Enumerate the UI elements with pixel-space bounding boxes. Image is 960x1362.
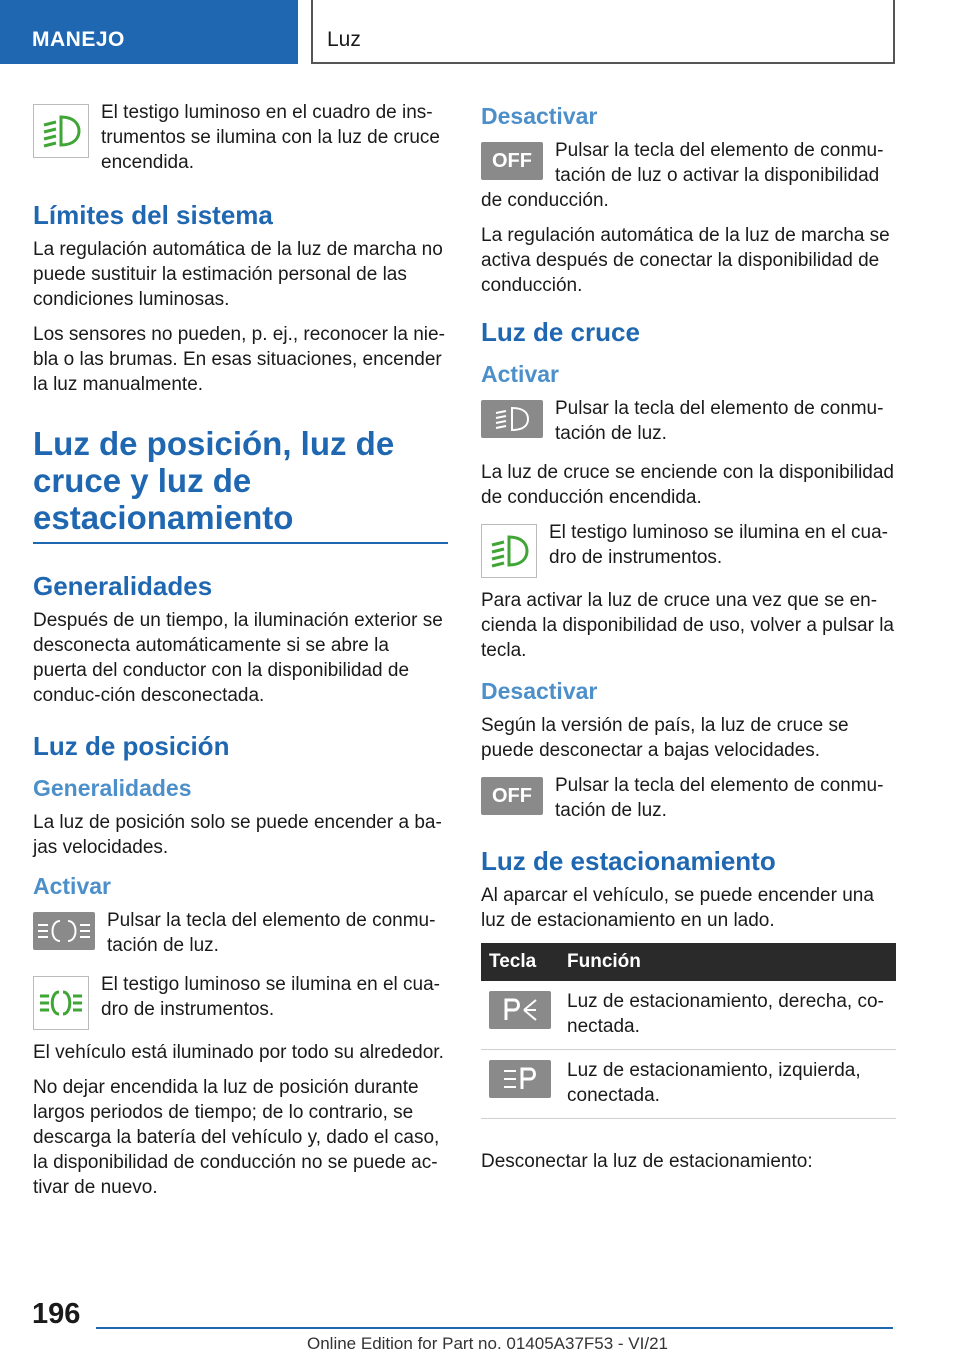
low-beam-off-row [481,773,896,823]
table-row [481,981,896,1050]
chapter-tab: Luz [311,0,895,64]
left-column [33,100,448,1210]
table-header-key: Tecla [481,943,559,981]
low-beam-deactivate-title: Desactivar [481,678,598,704]
off-key-icon: OFF [481,142,543,180]
low-beam-key-icon [481,400,543,438]
low-beam-indicator-icon-2 [481,524,537,578]
table-cell-function: Luz de estacionamiento, derecha, co-nectada. [559,981,896,1050]
footer-divider [96,1327,893,1329]
position-title: Luz de posición [33,731,230,761]
parking-light-left-icon [489,1060,551,1098]
low-beam-indicator-icon [33,104,89,158]
parking-table [481,943,896,1119]
low-beam-p2: Para activar la luz de cruce una vez que se en-cienda la disponibilidad de uso, volver a pulsar la tecla. [481,590,894,661]
intro-text: El testigo luminoso en el cuadro de ins-trumentos se ilumina con la luz de cruce encendida. [101,102,440,173]
position-warning-text: No dejar encendida la luz de posición durante largos periodos de tiempo; de lo contrario, se descarga la batería del vehículo y, dado el caso, la disponibilidad de conducción no se puede ac-tivar de nuevo. [33,1077,440,1198]
low-beam-deactivate-p: Según la versión de país, la luz de cruce se puede desconectar a bajas velocidades. [481,715,849,761]
limits-p1: La regulación automática de la luz de marcha no puede sustituir la estimación personal de las condiciones luminosas. [33,239,443,310]
table-cell-key [481,1050,559,1119]
table-cell-function: Luz de estacionamiento, izquierda, conectada. [559,1050,896,1119]
general-title: Generalidades [33,571,213,601]
low-beam-activate-text: Pulsar la tecla del elemento de conmu-tación de luz. [555,398,884,444]
parking-light-right-icon [489,991,551,1029]
deactivate1-title: Desactivar [481,103,598,129]
limits-p2: Los sensores no pueden, p. ej., reconocer la nie-bla o las brumas. En esas situaciones, encender la luz manualmente. [33,324,445,395]
table-row [481,1050,896,1119]
position-activate-text: Pulsar la tecla del elemento de conmu-tación de luz. [107,910,436,956]
general-p1: Después de un tiempo, la iluminación exterior se desconecta automáticamente si se abre la puerta del conductor con la disponibilidad de conduc-ción desconectada. [33,610,443,706]
deactivate1-p2: La regulación automática de la luz de marcha se activa después de conectar la disponibilidad de conducción. [481,225,890,296]
low-beam-indicator-text: El testigo luminoso se ilumina en el cua-dro de instrumentos. [549,522,889,568]
table-cell-key [481,981,559,1050]
position-general-title: Generalidades [33,775,192,801]
right-column [481,100,896,1184]
table-header-function: Función [559,943,896,981]
main-title: Luz de posición, luz de cruce y luz de estacionamiento [33,425,395,536]
parking-title: Luz de estacionamiento [481,846,776,876]
position-activate-row [33,908,448,958]
off-key-icon-2: OFF [481,777,543,815]
position-activate-title: Activar [33,873,111,899]
page-number: 196 [32,1298,81,1330]
position-light-key-icon [33,912,95,950]
limits-title: Límites del sistema [33,200,273,230]
main-title-block [33,425,448,544]
parking-p1: Al aparcar el vehículo, se puede encender una luz de estacionamiento en un lado. [481,885,874,931]
low-beam-indicator-row [481,520,896,578]
position-general-text: La luz de posición solo se puede encender a ba-jas velocidades. [33,812,442,858]
deactivate1-text: Pulsar la tecla del elemento de conmu-tación de luz o activar la disponibilidad de conducción. [481,140,884,211]
low-beam-off-text: Pulsar la tecla del elemento de conmu-tación de luz. [555,775,884,821]
position-light-indicator-icon [33,976,89,1030]
low-beam-indicator-note [33,100,448,175]
parking-off-text: Desconectar la luz de estacionamiento: [481,1151,813,1172]
position-illum-text: El vehículo está iluminado por todo su alrededor. [33,1042,444,1063]
low-beam-title: Luz de cruce [481,317,640,347]
footer-edition: Online Edition for Part no. 01405A37F53 - VI/21 [307,1334,669,1353]
low-beam-activate-title: Activar [481,361,559,387]
low-beam-p1: La luz de cruce se enciende con la disponibilidad de conducción encendida. [481,462,894,508]
position-indicator-text: El testigo luminoso se ilumina en el cua-dro de instrumentos. [101,974,441,1020]
position-indicator-row [33,972,448,1030]
section-tab: MANEJO [0,0,298,64]
low-beam-activate-row [481,396,896,446]
